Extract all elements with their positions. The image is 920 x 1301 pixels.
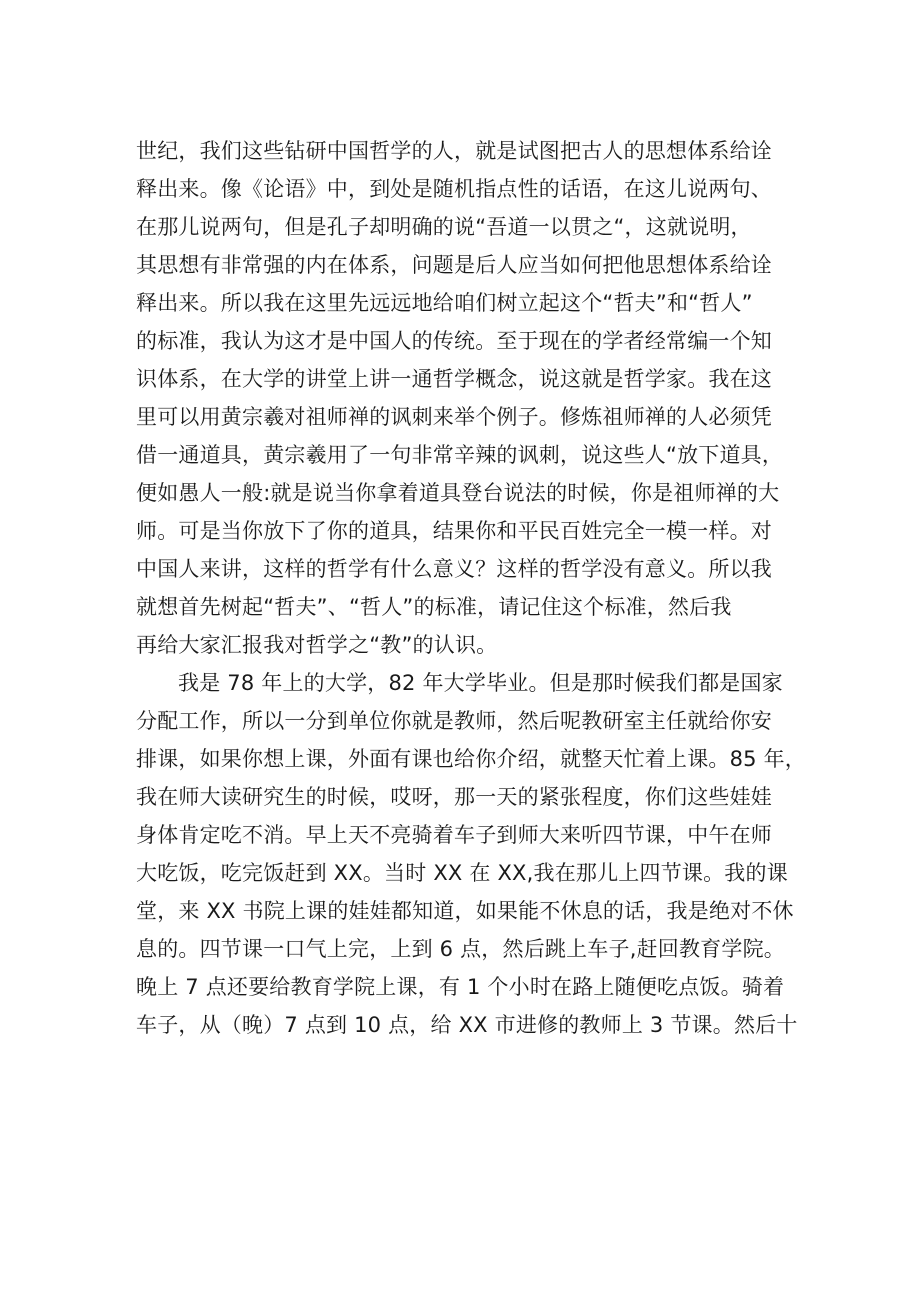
text-line: 就想首先树起“哲夫”、“哲人”的标准，请记住这个标准，然后我 <box>136 595 732 619</box>
text-line: 的标准，我认为这才是中国人的传统。至于现在的学者经常编一个知 <box>136 329 772 353</box>
text-line: 堂，来 XX 书院上课的娃娃都知道，如果能不休息的话，我是绝对不休 <box>136 899 794 923</box>
text-line: 其思想有非常强的内在体系，问题是后人应当如何把他思想体系给诠 <box>136 253 772 277</box>
text-line: 在那儿说两句，但是孔子却明确的说“吾道一以贯之“，这就说明， <box>136 215 752 239</box>
text-line: 分配工作，所以一分到单位你就是教师，然后呢教研室主任就给你安 <box>136 709 772 733</box>
text-line: 息的。四节课一口气上完，上到 6 点，然后跳上车子,赶回教育学院。 <box>136 937 785 961</box>
text-line: 再给大家汇报我对哲学之“教”的认识。 <box>136 633 498 657</box>
text-line: 释出来。像《论语》中，到处是随机指点性的话语，在这儿说两句、 <box>136 177 772 201</box>
text-line: 世纪，我们这些钻研中国哲学的人，就是试图把古人的思想体系给诠 <box>136 139 772 163</box>
text-line: 我是 78 年上的大学，82 年大学毕业。但是那时候我们都是国家 <box>178 671 783 695</box>
text-line: 车子，从（晚）7 点到 10 点，给 XX 市进修的教师上 3 节课。然后十 <box>136 1013 798 1037</box>
text-line: 里可以用黄宗羲对祖师禅的讽刺来举个例子。修炼祖师禅的人必须凭 <box>136 405 772 429</box>
text-line: 身体肯定吃不消。早上天不亮骑着车子到师大来听四节课，中午在师 <box>136 823 772 847</box>
text-line: 我在师大读研究生的时候，哎呀，那一天的紧张程度，你们这些娃娃 <box>136 785 772 809</box>
text-line: 识体系，在大学的讲堂上讲一通哲学概念，说这就是哲学家。我在这 <box>136 367 772 391</box>
text-line: 便如愚人一般:就是说当你拿着道具登台说法的时候，你是祖师禅的大 <box>136 481 780 505</box>
text-line: 中国人来讲，这样的哲学有什么意义？这样的哲学没有意义。所以我 <box>136 557 772 581</box>
text-line: 排课，如果你想上课，外面有课也给你介绍，就整天忙着上课。85 年， <box>136 747 806 771</box>
text-line: 释出来。所以我在这里先远远地给咱们树立起这个“哲夫”和“哲人” <box>136 291 753 315</box>
text-line: 借一通道具，黄宗羲用了一句非常辛辣的讽刺，说这些人“放下道具， <box>136 443 784 467</box>
text-line: 晚上 7 点还要给教育学院上课，有 1 个小时在路上随便吃点饭。骑着 <box>136 975 785 999</box>
text-line: 大吃饭，吃完饭赶到 XX。当时 XX 在 XX,我在那儿上四节课。我的课 <box>136 861 788 885</box>
text-line: 师。可是当你放下了你的道具，结果你和平民百姓完全一模一样。对 <box>136 519 772 543</box>
